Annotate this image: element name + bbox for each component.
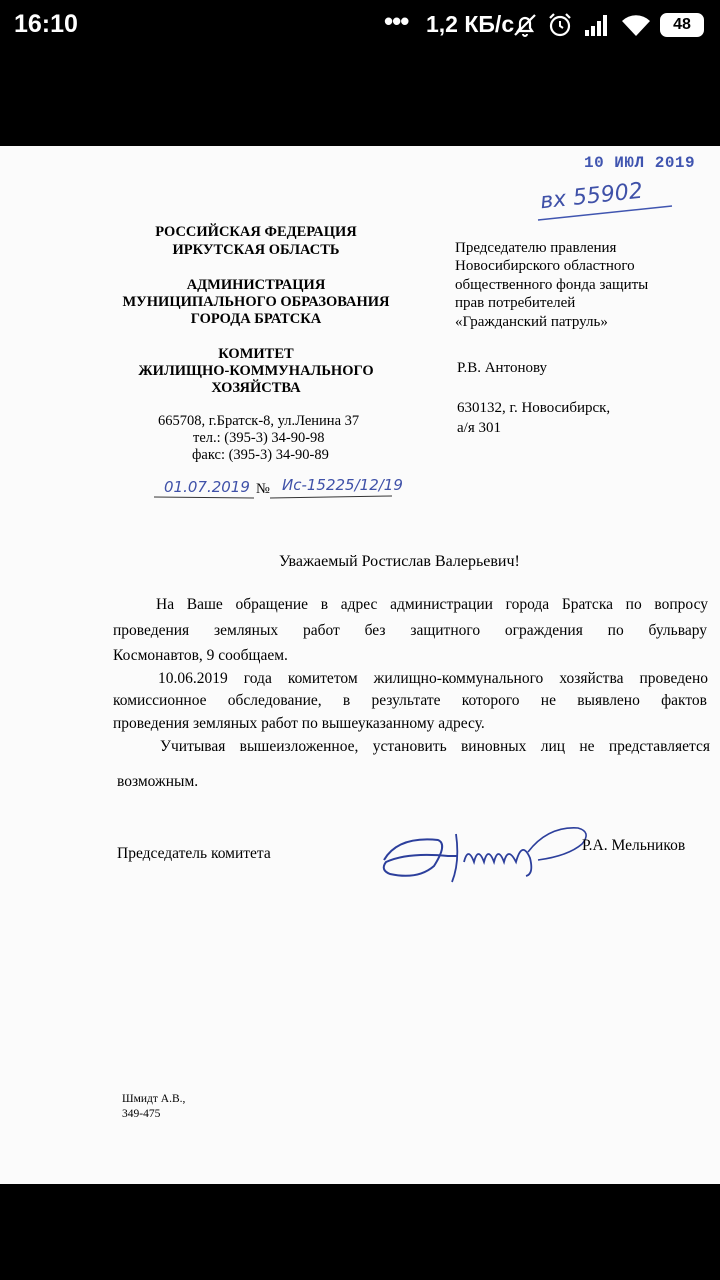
recipient-address1: 630132, г. Новосибирск, [457, 400, 611, 416]
status-time: 16:10 [14, 10, 78, 38]
signatory-position: Председатель комитета [117, 845, 271, 862]
recipient-line1: Председателю правления [455, 240, 617, 256]
sender-address: 665708, г.Братск-8, ул.Ленина 37 [158, 413, 360, 429]
sender-admin-line3: ГОРОДА БРАТСКА [190, 311, 322, 327]
sender-admin-line1: АДМИНИСТРАЦИЯ [186, 277, 326, 293]
sender-country: РОССИЙСКАЯ ФЕДЕРАЦИЯ [155, 224, 357, 240]
paragraph3-line1: Учитывая вышеизложенное, установить виновных лиц не представляется [160, 738, 710, 755]
recipient-name: Р.В. Антонову [457, 360, 548, 376]
paragraph1-line3: Космонавтов, 9 сообщаем. [113, 647, 288, 664]
sender-committee-line1: КОМИТЕТ [218, 346, 294, 362]
executor-phone: 349-475 [122, 1108, 161, 1120]
status-bar [0, 0, 720, 52]
wifi-icon [620, 12, 652, 38]
alarm-icon [547, 12, 573, 38]
paragraph2-line2: комиссионное обследование, в результате которого не выявлено фактов [113, 692, 707, 709]
paragraph2-line1: 10.06.2019 года комитетом жилищно-коммунального хозяйства проведено [158, 670, 708, 687]
handwritten-underline [536, 204, 676, 224]
handwritten-signature [378, 822, 598, 888]
signal-icon [583, 12, 611, 38]
recipient-line2: Новосибирского областного [455, 258, 635, 274]
network-speed: 1,2 КБ/с [426, 11, 515, 37]
executor-name: Шмидт А.В., [122, 1093, 186, 1105]
paragraph1-line1: На Ваше обращение в адрес администрации города Братска по вопросу [156, 596, 708, 613]
registration-date-stamp: 10 ИЮЛ 2019 [584, 154, 696, 172]
outgoing-number: Ис-15225/12/19 [282, 476, 403, 494]
bell-off-icon [512, 12, 538, 38]
recipient-line5: «Гражданский патруль» [455, 314, 608, 330]
sender-committee-line3: ХОЗЯЙСТВА [211, 380, 301, 396]
sender-region: ИРКУТСКАЯ ОБЛАСТЬ [172, 242, 340, 258]
outgoing-date: 01.07.2019 [164, 478, 250, 496]
sender-phone: тел.: (395-3) 34-90-98 [193, 430, 325, 446]
letter-page [0, 146, 720, 1184]
notification-dots: ••• [384, 6, 409, 36]
sender-fax: факс: (395-3) 34-90-89 [192, 447, 329, 463]
sender-admin-line2: МУНИЦИПАЛЬНОГО ОБРАЗОВАНИЯ [122, 294, 390, 310]
recipient-address2: а/я 301 [457, 420, 501, 436]
signatory-name: Р.А. Мельников [582, 837, 686, 854]
sender-committee-line2: ЖИЛИЩНО-КОММУНАЛЬНОГО [138, 363, 374, 379]
outgoing-number-label: № [256, 481, 270, 497]
paragraph2-line3: проведения земляных работ по вышеуказанному адресу. [113, 715, 485, 732]
paragraph1-line2: проведения земляных работ без защитного ограждения по бульвару [113, 622, 707, 639]
recipient-line3: общественного фонда защиты [455, 277, 649, 293]
greeting: Уважаемый Ростислав Валерьевич! [279, 553, 520, 570]
paragraph3-line2: возможным. [117, 773, 199, 790]
recipient-line4: прав потребителей [455, 295, 576, 311]
incoming-number: вх 55902 [538, 178, 644, 215]
battery-icon: 48 [660, 13, 704, 37]
reference-line [154, 495, 394, 501]
